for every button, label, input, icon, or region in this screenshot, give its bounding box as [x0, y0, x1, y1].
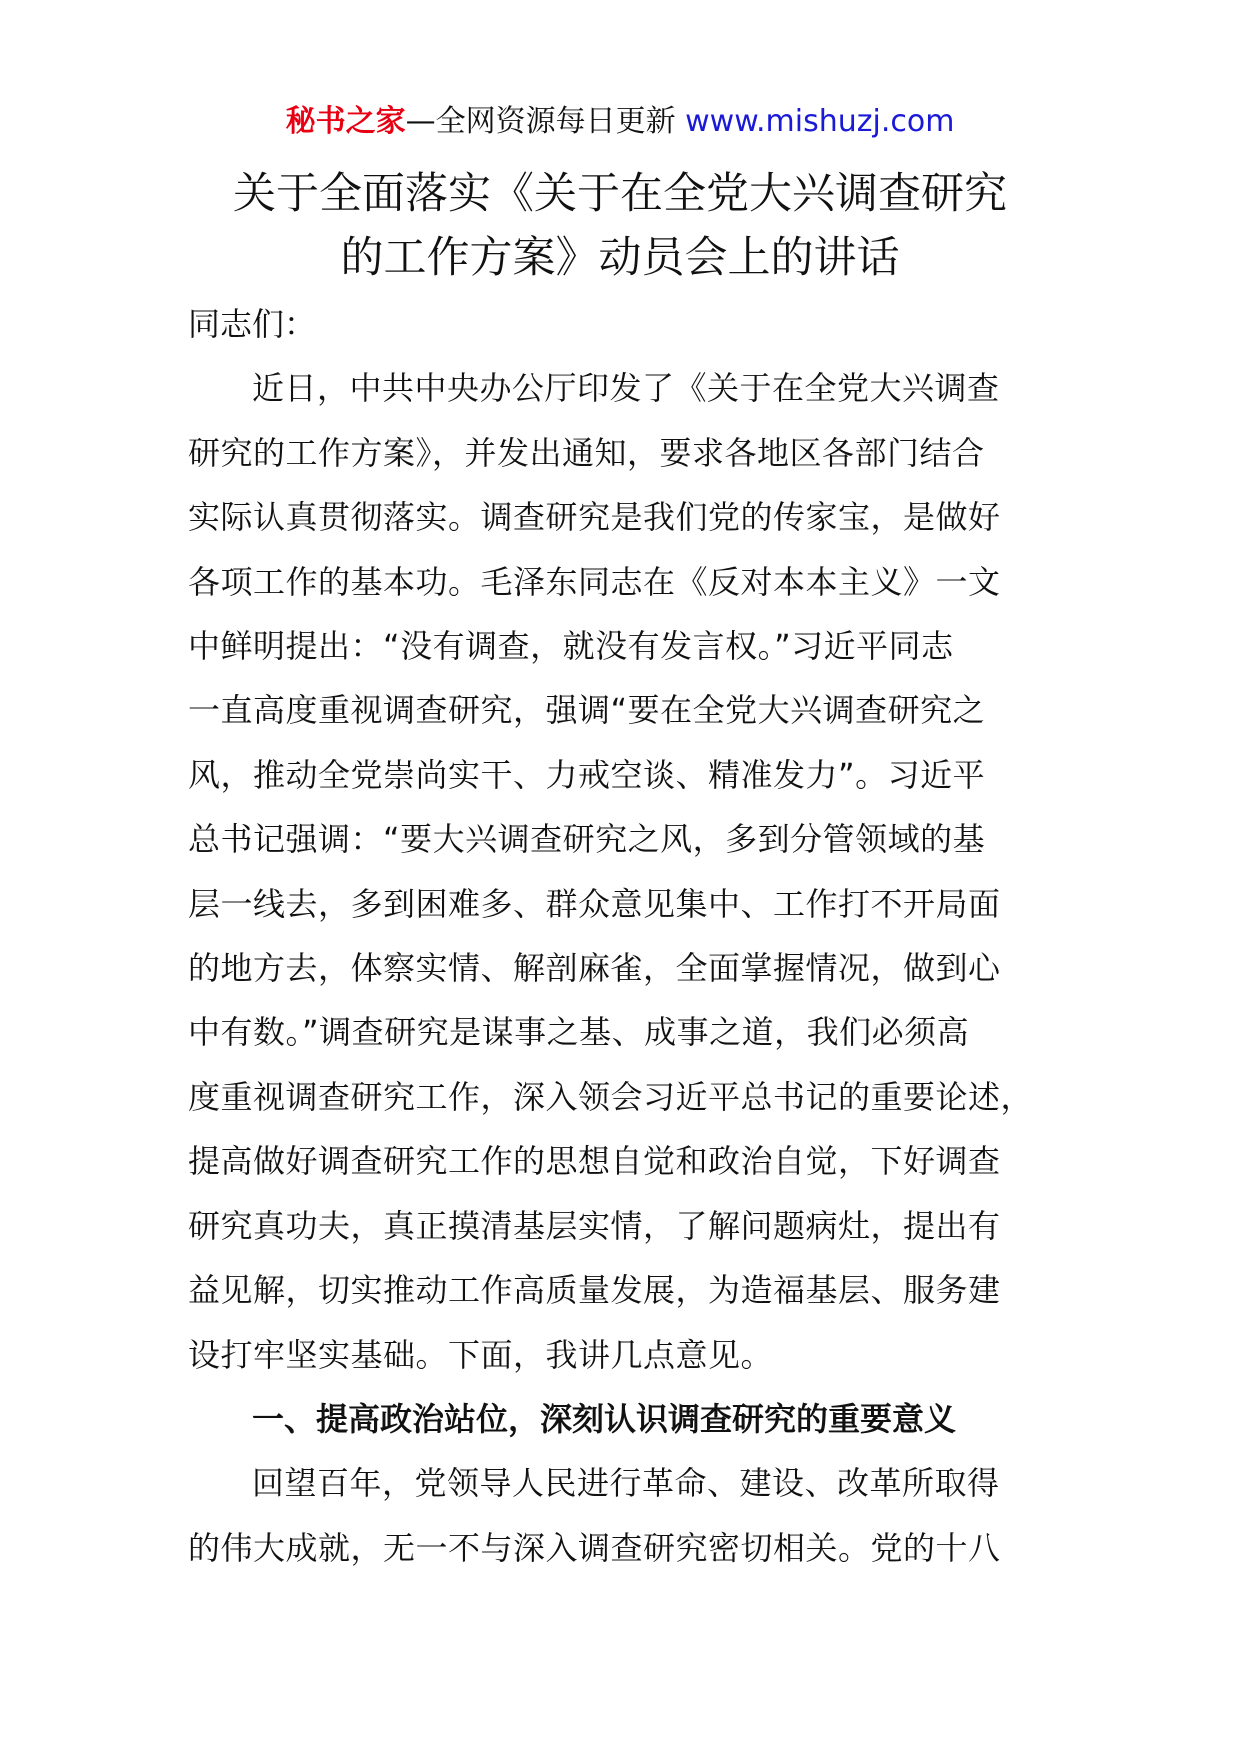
section-heading: 一、提高政治站位，深刻认识调查研究的重要意义	[252, 1399, 957, 1438]
document-body	[188, 292, 1034, 1580]
title-line: 的工作方案》动员会上的讲话	[340, 233, 900, 283]
salutation: 同志们：	[188, 305, 317, 343]
brand-name: 秘书之家	[285, 104, 406, 139]
site-url-link[interactable]: www.mishuzj.com	[685, 104, 955, 139]
text-line: 的地方去，体察实情、解剖麻雀，全面掌握情况，做到心	[188, 949, 1001, 988]
text-line: 总书记强调：“要大兴调查研究之风，多到分管领域的基	[188, 820, 986, 859]
title-line: 关于全面落实《关于在全党大兴调查研究	[233, 169, 1007, 219]
header-tagline: —全网资源每日更新	[405, 104, 686, 139]
text-line: 研究的工作方案》，并发出通知，要求各地区各部门结合	[188, 433, 985, 472]
text-line: 中鲜明提出：“没有调查，就没有发言权。”习近平同志	[188, 627, 954, 666]
text-line: 研究真功夫，真正摸清基层实情，了解问题病灶，提出有	[188, 1206, 1001, 1245]
text-line: 层一线去，多到困难多、群众意见集中、工作打不开局面	[188, 884, 1001, 923]
intro-paragraph	[188, 356, 1034, 1387]
text-line: 近日，中共中央办公厅印发了《关于在全党大兴调查	[252, 369, 1000, 408]
text-line: 一直高度重视调查研究，强调“要在全党大兴调查研究之	[188, 691, 986, 730]
text-line: 实际认真贯彻落实。调查研究是我们党的传家宝，是做好	[188, 498, 1001, 537]
text-line: 提高做好调查研究工作的思想自觉和政治自觉，下好调查	[188, 1142, 1001, 1181]
text-line: 各项工作的基本功。毛泽东同志在《反对本本主义》一文	[188, 562, 1001, 601]
text-line: 度重视调查研究工作，深入领会习近平总书记的重要论述，	[188, 1077, 1034, 1116]
text-line: 的伟大成就，无一不与深入调查研究密切相关。党的十八	[188, 1528, 1001, 1567]
text-line: 风，推动全党崇尚实干、力戒空谈、精准发力”。习近平	[188, 755, 986, 794]
text-line: 回望百年，党领导人民进行革命、建设、改革所取得	[252, 1464, 1000, 1503]
section-paragraph	[188, 1451, 1028, 1580]
text-line: 中有数。”调查研究是谋事之基、成事之道，我们必须高	[188, 1013, 970, 1052]
document-title	[150, 162, 1090, 290]
text-line: 益见解，切实推动工作高质量发展，为造福基层、服务建	[188, 1271, 1001, 1310]
site-header	[0, 100, 1240, 144]
text-line: 设打牢坚实基础。下面，我讲几点意见。	[188, 1335, 774, 1374]
